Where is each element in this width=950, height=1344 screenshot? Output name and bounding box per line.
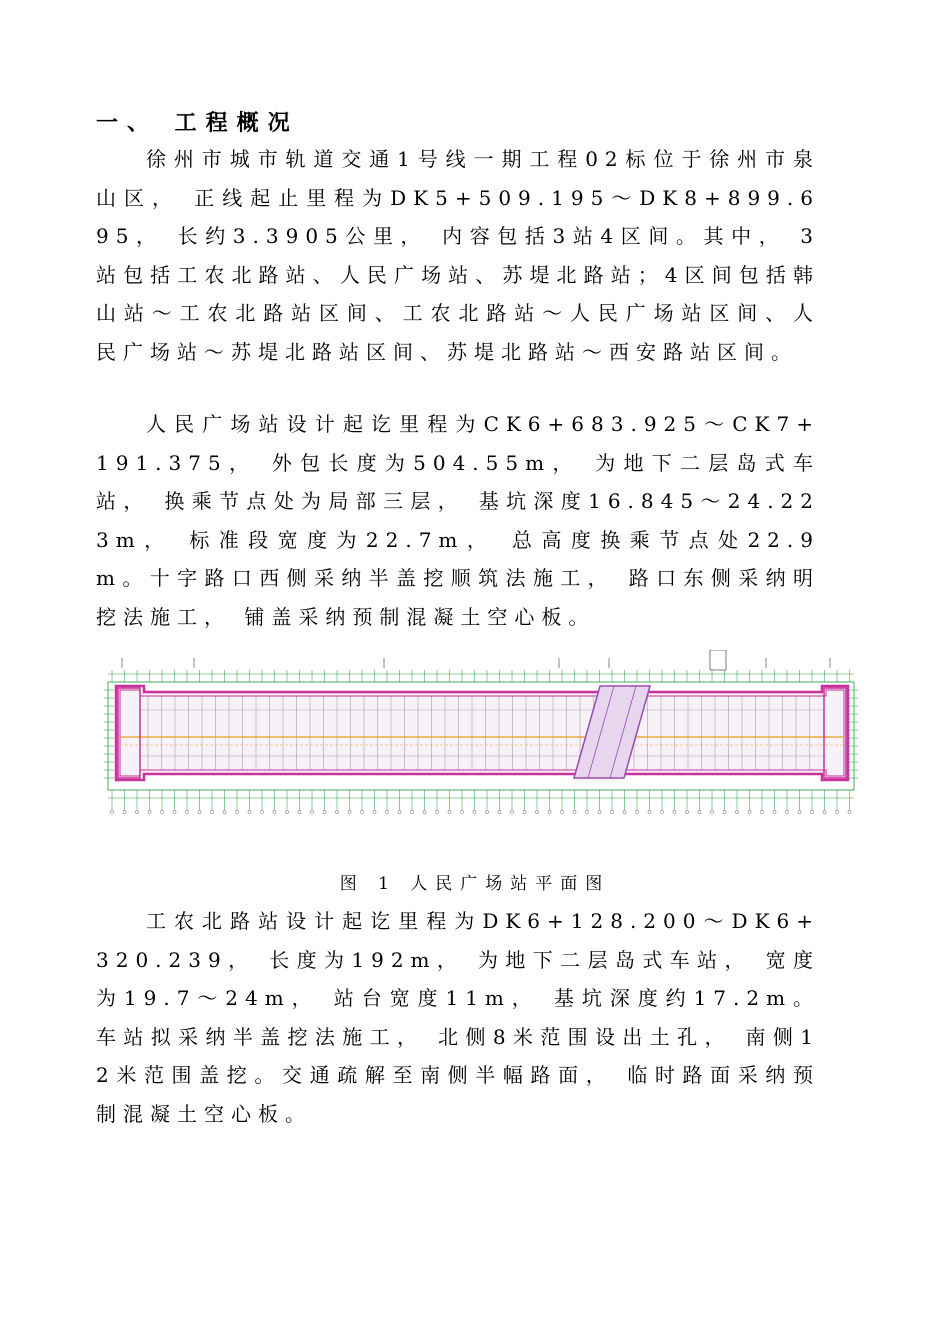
axis-bubble — [598, 810, 601, 813]
axis-bubble — [610, 810, 613, 813]
axis-bubble — [135, 810, 138, 813]
axis-bubble — [698, 810, 701, 813]
paragraph-gongnong-north-road-station: 工农北路站设计起讫里程为DK6+128.200～DK6+320.239， 长度为192m， 为地下二层岛式车站， 宽度为19.7～24m， 站台宽度11m， 基坑深度约17.2m。车站拟采纳半盖挖法施工， 北侧8米范围设出土孔， 南侧12米范围盖挖。交通疏解至南侧半幅路面， 临时路面采纳预制混凝土空心板。 — [96, 909, 820, 1126]
axis-bubble — [498, 810, 501, 813]
axis-bubble — [223, 810, 226, 813]
axis-bubble — [685, 810, 688, 813]
axis-bubble — [648, 810, 651, 813]
axis-bubble — [548, 810, 551, 813]
axis-bubble — [735, 810, 738, 813]
station-body — [116, 686, 848, 780]
axis-bubble — [310, 810, 313, 813]
top-annotation-marks — [108, 658, 854, 682]
bottom-dimension-marks — [108, 790, 854, 814]
section-heading: 一、 工程概况 — [96, 111, 299, 136]
axis-bubble — [573, 810, 576, 813]
axis-bubble — [810, 810, 813, 813]
axis-bubble — [360, 810, 363, 813]
axis-bubble — [248, 810, 251, 813]
axis-bubble — [710, 810, 713, 813]
north-arrow-block — [710, 650, 726, 670]
axis-bubble — [510, 810, 513, 813]
axis-bubble — [635, 810, 638, 813]
station-plan-drawing — [104, 650, 858, 818]
axis-bubble — [473, 810, 476, 813]
paragraph-project-overview: 徐州市城市轨道交通1号线一期工程02标位于徐州市泉山区， 正线起止里程为DK5+509.195～DK8+899.695， 长约3.3905公里， 内容包括3站4区间。其中， 3站包括工农北路站、人民广场站、苏堤北路站；4区间包括韩山站～工农北路站区间、工农北路站～人民广场站区间、人民广场站～苏堤北路站区间、苏堤北路站～西安路站区间。 — [96, 147, 820, 364]
station-plan-svg — [104, 650, 858, 818]
axis-bubble — [660, 810, 663, 813]
axis-bubble — [373, 810, 376, 813]
axis-bubble — [523, 810, 526, 813]
axis-bubble — [423, 810, 426, 813]
axis-bubble — [585, 810, 588, 813]
axis-bubble — [460, 810, 463, 813]
axis-bubble — [335, 810, 338, 813]
axis-bubble — [773, 810, 776, 813]
figure-caption: 图 1 人民广场站平面图 — [339, 874, 611, 894]
axis-bubble — [623, 810, 626, 813]
axis-bubble — [823, 810, 826, 813]
axis-bubble — [673, 810, 676, 813]
axis-bubble — [560, 810, 563, 813]
axis-bubble — [798, 810, 801, 813]
axis-bubble — [535, 810, 538, 813]
axis-bubble — [110, 810, 113, 813]
axis-bubble — [273, 810, 276, 813]
axis-bubble — [385, 810, 388, 813]
axis-bubble — [298, 810, 301, 813]
axis-bubble — [148, 810, 151, 813]
station-outline — [116, 686, 848, 780]
axis-bubble — [485, 810, 488, 813]
axis-bubble — [173, 810, 176, 813]
axis-bubble — [160, 810, 163, 813]
axis-bubble — [848, 810, 851, 813]
axis-bubble — [760, 810, 763, 813]
axis-bubble — [210, 810, 213, 813]
axis-bubble — [323, 810, 326, 813]
axis-bubble — [785, 810, 788, 813]
axis-bubble — [235, 810, 238, 813]
axis-bubble — [748, 810, 751, 813]
axis-bubble — [260, 810, 263, 813]
paragraph-renmin-square-station: 人民广场站设计起讫里程为CK6+683.925～CK7+191.375， 外包长度为504.55m， 为地下二层岛式车站， 换乘节点处为局部三层， 基坑深度16.845～24.223m， 标准段宽度为22.7m， 总高度换乘节点处22.9m。十字路口西侧采纳半盖挖顺筑法施工， 路口东侧采纳明挖法施工， 铺盖采纳预制混凝土空心板。 — [96, 412, 820, 629]
axis-bubble — [198, 810, 201, 813]
axis-bubble — [410, 810, 413, 813]
axis-bubble — [123, 810, 126, 813]
axis-bubble — [185, 810, 188, 813]
axis-bubble — [348, 810, 351, 813]
axis-bubble — [435, 810, 438, 813]
axis-bubble — [835, 810, 838, 813]
axis-bubble — [448, 810, 451, 813]
axis-bubble — [398, 810, 401, 813]
axis-bubble — [285, 810, 288, 813]
axis-bubble — [723, 810, 726, 813]
